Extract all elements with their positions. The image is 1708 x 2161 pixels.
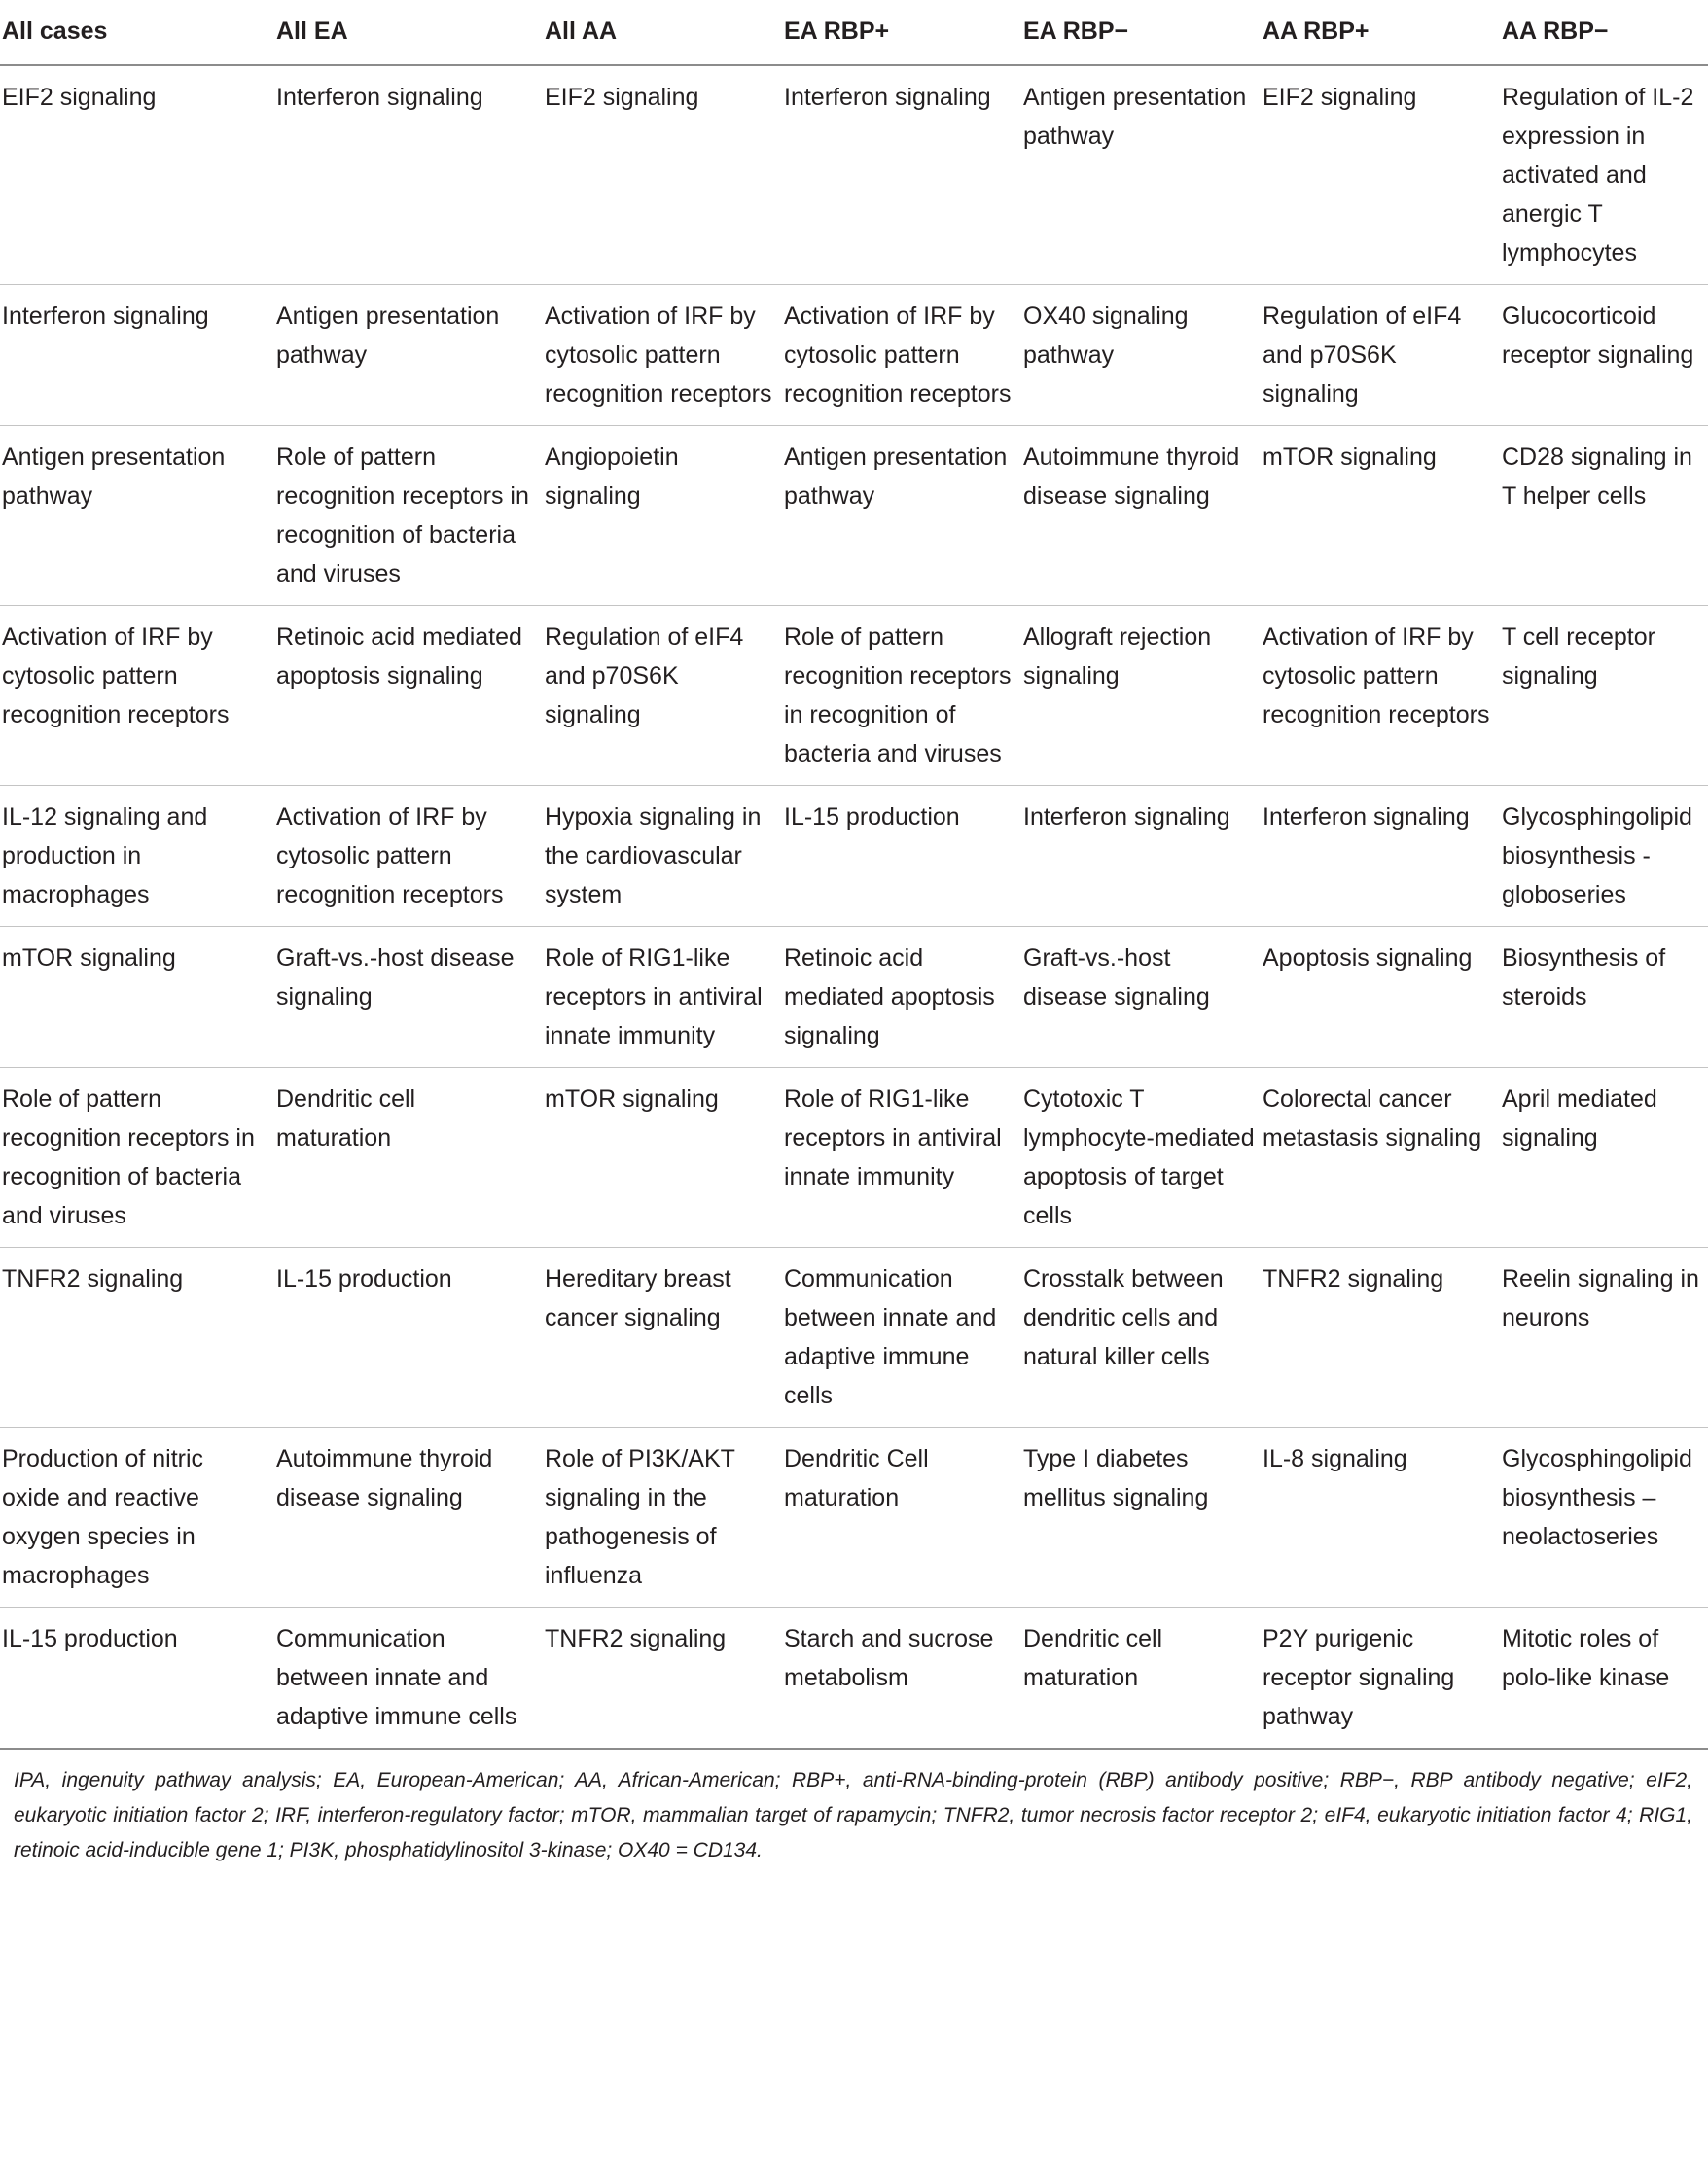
header-all-ea: All EA <box>272 0 545 65</box>
table-cell: mTOR signaling <box>1263 426 1502 606</box>
table-cell: CD28 signaling in T helper cells <box>1502 426 1708 606</box>
table-cell: IL-15 production <box>0 1608 272 1750</box>
table-cell: IL-8 signaling <box>1263 1428 1502 1608</box>
table-cell: Antigen presentation pathway <box>784 426 1023 606</box>
table-cell: Glycosphingolipid biosynthesis - globoseries <box>1502 786 1708 927</box>
table-cell: T cell receptor signaling <box>1502 606 1708 786</box>
table-cell: Allograft rejection signaling <box>1023 606 1263 786</box>
table-cell: Interferon signaling <box>1263 786 1502 927</box>
table-cell: April mediated signaling <box>1502 1068 1708 1248</box>
table-cell: Graft-vs.-host disease signaling <box>1023 927 1263 1068</box>
table-cell: Regulation of eIF4 and p70S6K signaling <box>545 606 784 786</box>
table-row <box>0 1248 1708 1428</box>
header-row <box>0 0 1708 65</box>
table-row <box>0 606 1708 786</box>
table-cell: Interferon signaling <box>272 65 545 285</box>
table-row <box>0 1068 1708 1248</box>
table-header <box>0 0 1708 65</box>
table-cell: mTOR signaling <box>545 1068 784 1248</box>
table-cell: Production of nitric oxide and reactive oxygen species in macrophages <box>0 1428 272 1608</box>
header-ea-rbp-neg: EA RBP− <box>1023 0 1263 65</box>
table-cell: Role of PI3K/AKT signaling in the pathogenesis of influenza <box>545 1428 784 1608</box>
header-ea-rbp-pos: EA RBP+ <box>784 0 1023 65</box>
header-all-aa: All AA <box>545 0 784 65</box>
table-cell: Autoimmune thyroid disease signaling <box>1023 426 1263 606</box>
table-cell: EIF2 signaling <box>545 65 784 285</box>
table-cell: Antigen presentation pathway <box>1023 65 1263 285</box>
table-cell: Interferon signaling <box>1023 786 1263 927</box>
table-cell: Activation of IRF by cytosolic pattern recognition receptors <box>272 786 545 927</box>
table-footnote: IPA, ingenuity pathway analysis; EA, European-American; AA, African-American; RBP+, anti-RNA-binding-protein (RBP) antibody positive; RBP−, RBP antibody negative; eIF2, eukaryotic initiation factor 2; IRF, interferon-regulatory factor; mTOR, mammalian target of rapamycin; TNFR2, tumor necrosis factor receptor 2; eIF4, eukaryotic initiation factor 4; RIG1, retinoic acid-inducible gene 1; PI3K, phosphatidylinositol 3-kinase; OX40 = CD134. <box>14 1769 1692 1861</box>
table-cell: TNFR2 signaling <box>1263 1248 1502 1428</box>
table-cell: Mitotic roles of polo-like kinase <box>1502 1608 1708 1750</box>
table-cell: mTOR signaling <box>0 927 272 1068</box>
table-cell: TNFR2 signaling <box>0 1248 272 1428</box>
table-cell: Communication between innate and adaptive immune cells <box>272 1608 545 1750</box>
table-cell: Role of pattern recognition receptors in recognition of bacteria and viruses <box>784 606 1023 786</box>
table-cell: Regulation of IL-2 expression in activated and anergic T lymphocytes <box>1502 65 1708 285</box>
table-row <box>0 65 1708 285</box>
table-cell: Activation of IRF by cytosolic pattern recognition receptors <box>1263 606 1502 786</box>
table-cell: Glycosphingolipid biosynthesis – neolactoseries <box>1502 1428 1708 1608</box>
table-cell: Dendritic cell maturation <box>1023 1608 1263 1750</box>
header-aa-rbp-neg: AA RBP− <box>1502 0 1708 65</box>
table-cell: Starch and sucrose metabolism <box>784 1608 1023 1750</box>
table-cell: Cytotoxic T lymphocyte-mediated apoptosis of target cells <box>1023 1068 1263 1248</box>
table-cell: TNFR2 signaling <box>545 1608 784 1750</box>
table-row <box>0 786 1708 927</box>
header-all-cases: All cases <box>0 0 272 65</box>
table-cell: Activation of IRF by cytosolic pattern recognition receptors <box>784 285 1023 426</box>
table-cell: EIF2 signaling <box>1263 65 1502 285</box>
table-cell: Hypoxia signaling in the cardiovascular system <box>545 786 784 927</box>
table-cell: Crosstalk between dendritic cells and natural killer cells <box>1023 1248 1263 1428</box>
table-cell: EIF2 signaling <box>0 65 272 285</box>
table-cell: P2Y purigenic receptor signaling pathway <box>1263 1608 1502 1750</box>
table-cell: Retinoic acid mediated apoptosis signaling <box>272 606 545 786</box>
table-cell: Angiopoietin signaling <box>545 426 784 606</box>
table-cell: Glucocorticoid receptor signaling <box>1502 285 1708 426</box>
table-cell: Role of RIG1-like receptors in antiviral innate immunity <box>545 927 784 1068</box>
table-cell: Type I diabetes mellitus signaling <box>1023 1428 1263 1608</box>
table-cell: OX40 signaling pathway <box>1023 285 1263 426</box>
table-cell: Communication between innate and adaptive immune cells <box>784 1248 1023 1428</box>
table-cell: Role of RIG1-like receptors in antiviral innate immunity <box>784 1068 1023 1248</box>
table-cell: Dendritic cell maturation <box>272 1068 545 1248</box>
table-cell: Activation of IRF by cytosolic pattern recognition receptors <box>545 285 784 426</box>
table-cell: Retinoic acid mediated apoptosis signaling <box>784 927 1023 1068</box>
table-row <box>0 1428 1708 1608</box>
table-row <box>0 426 1708 606</box>
table-cell: IL-15 production <box>784 786 1023 927</box>
table-cell: Antigen presentation pathway <box>0 426 272 606</box>
table-cell: Biosynthesis of steroids <box>1502 927 1708 1068</box>
table-cell: Activation of IRF by cytosolic pattern recognition receptors <box>0 606 272 786</box>
table-cell: Graft-vs.-host disease signaling <box>272 927 545 1068</box>
table-cell: IL-15 production <box>272 1248 545 1428</box>
table-cell: Dendritic Cell maturation <box>784 1428 1023 1608</box>
table-cell: Reelin signaling in neurons <box>1502 1248 1708 1428</box>
table-row <box>0 927 1708 1068</box>
table-cell: Regulation of eIF4 and p70S6K signaling <box>1263 285 1502 426</box>
table-cell: Colorectal cancer metastasis signaling <box>1263 1068 1502 1248</box>
table-body <box>0 65 1708 1749</box>
table-cell: Role of pattern recognition receptors in recognition of bacteria and viruses <box>272 426 545 606</box>
table-cell: Antigen presentation pathway <box>272 285 545 426</box>
table-cell: IL-12 signaling and production in macrophages <box>0 786 272 927</box>
table-cell: Autoimmune thyroid disease signaling <box>272 1428 545 1608</box>
table-cell: Interferon signaling <box>0 285 272 426</box>
table-cell: Hereditary breast cancer signaling <box>545 1248 784 1428</box>
table-cell: Apoptosis signaling <box>1263 927 1502 1068</box>
table-cell: Interferon signaling <box>784 65 1023 285</box>
table-row <box>0 1608 1708 1750</box>
table-row <box>0 285 1708 426</box>
header-aa-rbp-pos: AA RBP+ <box>1263 0 1502 65</box>
table-cell: Role of pattern recognition receptors in recognition of bacteria and viruses <box>0 1068 272 1248</box>
